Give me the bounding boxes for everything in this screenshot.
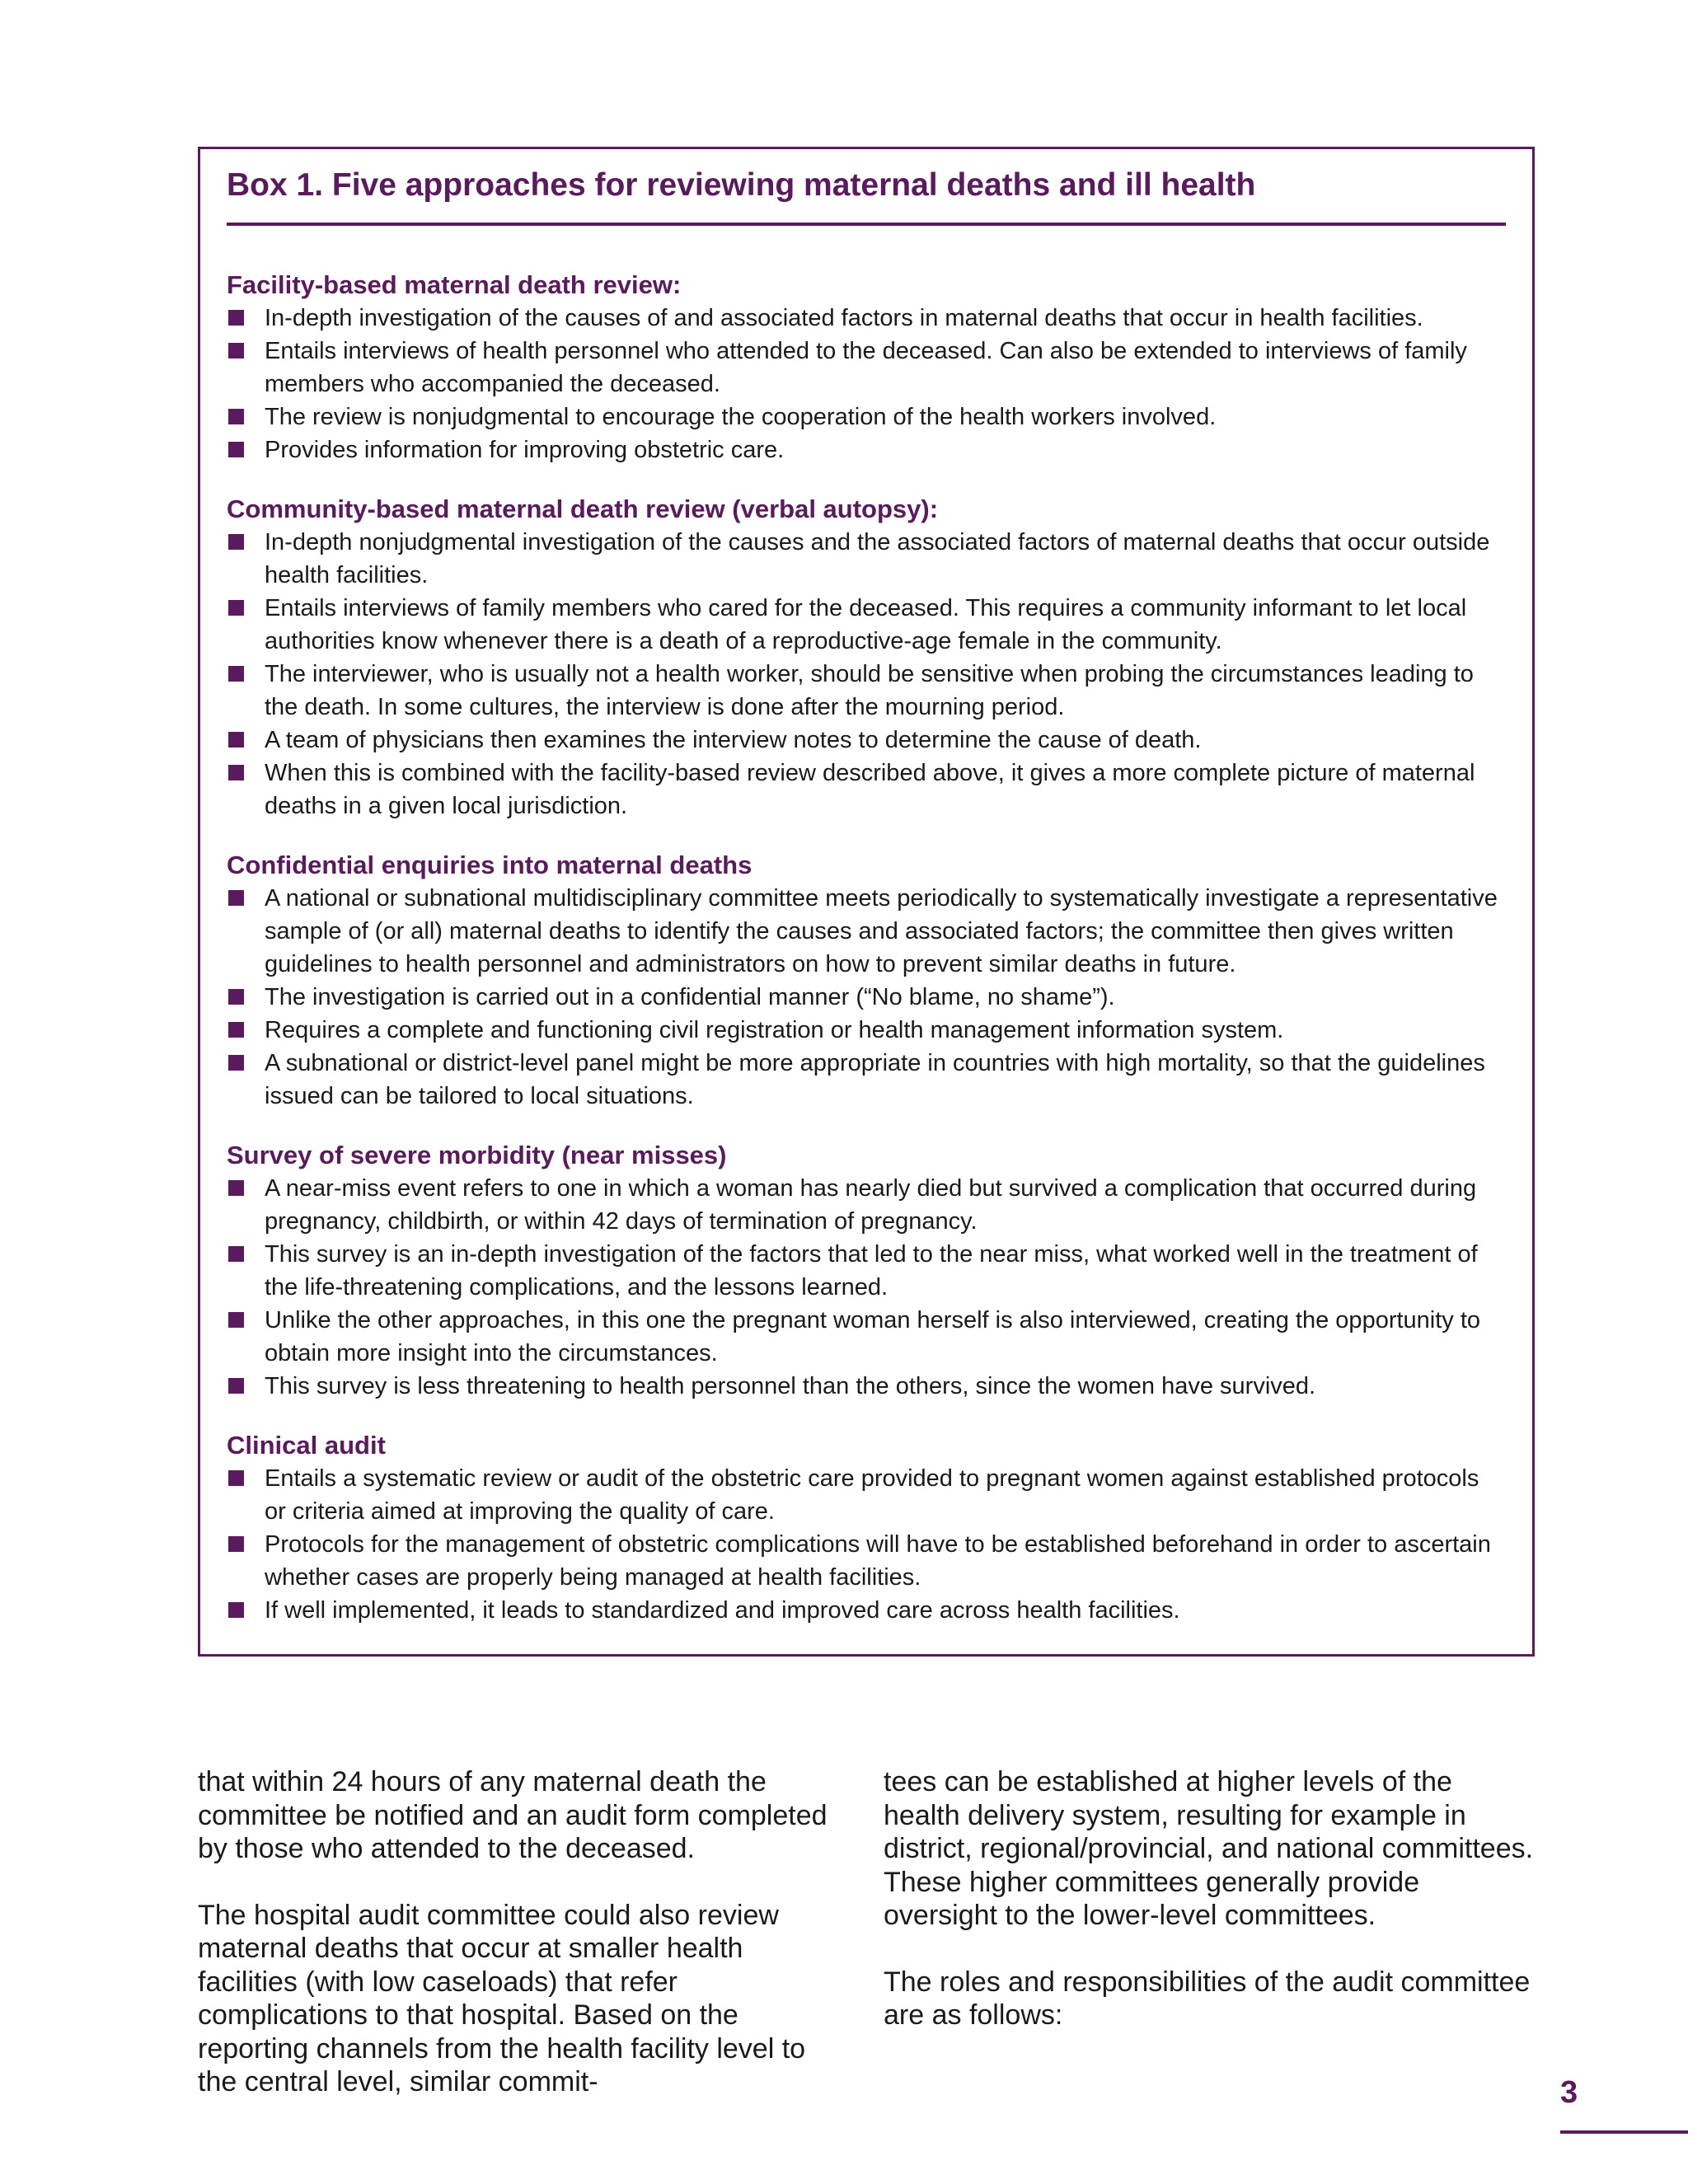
list-item: [227, 1594, 1506, 1627]
item-text: Entails a systematic review or audit of the obstetric care provided to pregnant women against established protocols or criteria aimed at improving the quality of care.: [265, 1465, 1479, 1525]
item-text: This survey is an in-depth investigation of the factors that led to the near miss, what worked well in the treatment of the life-threatening complications, and the lessons learned.: [265, 1240, 1478, 1301]
square-bullet-icon: [228, 409, 244, 424]
square-bullet-icon: [228, 1246, 244, 1262]
section-heading: Community-based maternal death review (verbal autopsy):: [227, 494, 939, 523]
item-text: In-depth investigation of the causes of and associated factors in maternal deaths that occur in health facilities.: [265, 304, 1423, 331]
item-text: The review is nonjudgmental to encourage the cooperation of the health workers involved.: [265, 403, 1217, 430]
square-bullet-icon: [228, 600, 244, 616]
paragraph: The hospital audit committee could also review maternal deaths that occur at smaller health facilities (with low caseloads) that refer complications to that hospital. Based on the reporting channels from the health facility level to the central level, similar commit-: [198, 1899, 806, 2097]
square-bullet-icon: [228, 343, 244, 359]
item-text: Unlike the other approaches, in this one the pregnant woman herself is also interviewed, creating the opportunity to obtain more insight into the circumstances.: [265, 1306, 1481, 1366]
bullet-list: [227, 302, 1506, 466]
item-text: The interviewer, who is usually not a health worker, should be sensitive when probing the circumstances leading to the death. In some cultures, the interview is done after the mourning period.: [265, 660, 1474, 720]
list-item: [227, 1304, 1506, 1370]
list-item: [227, 302, 1506, 335]
square-bullet-icon: [228, 732, 244, 748]
section-community-based-review: [227, 493, 1506, 823]
paragraph: tees can be established at higher levels of the health delivery system, resulting for example in district, regional/provincial, and national committees. These higher committees generally provide oversight to the lower-level committees.: [884, 1766, 1534, 1931]
list-item: [227, 526, 1506, 592]
square-bullet-icon: [228, 1470, 244, 1486]
list-item: [227, 1462, 1506, 1528]
list-item: [227, 1014, 1506, 1047]
section-heading: Facility-based maternal death review:: [227, 269, 682, 299]
list-item: [227, 1528, 1506, 1594]
square-bullet-icon: [228, 1536, 244, 1552]
item-text: When this is combined with the facility-based review described above, it gives a more complete picture of maternal deaths in a given local jurisdiction.: [265, 759, 1475, 819]
square-bullet-icon: [228, 1602, 244, 1618]
square-bullet-icon: [228, 1022, 244, 1038]
item-text: Entails interviews of health personnel who attended to the deceased. Can also be extended to interviews of family members who accompanied the deceased.: [265, 337, 1467, 397]
square-bullet-icon: [228, 765, 244, 780]
square-bullet-icon: [228, 1055, 244, 1071]
list-item: [227, 1370, 1506, 1403]
item-text: Requires a complete and functioning civil registration or health management information system.: [265, 1016, 1284, 1043]
square-bullet-icon: [228, 666, 244, 682]
square-bullet-icon: [228, 1378, 244, 1394]
section-near-miss-survey: [227, 1139, 1506, 1403]
item-text: The investigation is carried out in a confidential manner (“No blame, no shame”).: [265, 983, 1115, 1010]
item-text: A team of physicians then examines the interview notes to determine the cause of death.: [265, 726, 1202, 753]
section-heading: Confidential enquiries into maternal deaths: [227, 850, 753, 879]
item-text: A near-miss event refers to one in which a woman has nearly died but survived a complication that occurred during pregnancy, childbirth, or within 42 days of termination of pregnancy.: [265, 1174, 1477, 1235]
box-1: [198, 147, 1535, 1657]
square-bullet-icon: [228, 1180, 244, 1196]
square-bullet-icon: [228, 442, 244, 457]
bullet-list: [227, 1462, 1506, 1627]
item-text: Entails interviews of family members who cared for the deceased. This requires a community informant to let local authorities know whenever there is a death of a reproductive-age female in the community.: [265, 594, 1467, 654]
item-text: A subnational or district-level panel might be more appropriate in countries with high mortality, so that the guidelines issued can be tailored to local situations.: [265, 1049, 1485, 1109]
list-item: [227, 592, 1506, 658]
item-text: This survey is less threatening to health personnel than the others, since the women have survived.: [265, 1372, 1316, 1399]
square-bullet-icon: [228, 989, 244, 1005]
list-item: [227, 882, 1506, 981]
list-item: [227, 757, 1506, 823]
section-heading: Clinical audit: [227, 1430, 386, 1460]
list-item: [227, 335, 1506, 401]
left-column: [198, 1765, 849, 2132]
list-item: [227, 401, 1506, 434]
section-facility-based-review: [227, 269, 1506, 466]
square-bullet-icon: [228, 1312, 244, 1328]
paragraph: that within 24 hours of any maternal death the committee be notified and an audit form completed by those who attended to the deceased.: [198, 1766, 828, 1864]
section-clinical-audit: [227, 1429, 1506, 1627]
list-item: [227, 658, 1506, 724]
page-number-rule: [1560, 2130, 1688, 2134]
list-item: [227, 1172, 1506, 1238]
square-bullet-icon: [228, 890, 244, 906]
list-item: [227, 434, 1506, 466]
right-column: [884, 1765, 1535, 2132]
list-item: [227, 981, 1506, 1014]
paragraph: The roles and responsibilities of the audit committee are as follows:: [884, 1966, 1531, 2031]
body-columns: [198, 1765, 1535, 2132]
bullet-list: [227, 526, 1506, 823]
bullet-list: [227, 1172, 1506, 1403]
list-item: [227, 1047, 1506, 1113]
item-text: If well implemented, it leads to standardized and improved care across health facilities.: [265, 1596, 1180, 1624]
page-number: 3: [1560, 2075, 1578, 2110]
item-text: Provides information for improving obstetric care.: [265, 436, 785, 463]
square-bullet-icon: [228, 310, 244, 326]
item-text: A national or subnational multidisciplinary committee meets periodically to systematically investigate a representative sample of (or all) maternal deaths to identify the causes and associated factors; the committee then gives written guidelines to health personnel and administrators on how to prevent similar deaths in future.: [265, 884, 1498, 977]
box-title: Box 1. Five approaches for reviewing maternal deaths and ill health: [227, 167, 1506, 226]
square-bullet-icon: [228, 534, 244, 550]
item-text: In-depth nonjudgmental investigation of the causes and the associated factors of maternal deaths that occur outside health facilities.: [265, 528, 1490, 588]
item-text: Protocols for the management of obstetric complications will have to be established beforehand in order to ascertain whether cases are properly being managed at health facilities.: [265, 1530, 1491, 1591]
list-item: [227, 1238, 1506, 1304]
section-heading: Survey of severe morbidity (near misses): [227, 1140, 727, 1169]
list-item: [227, 724, 1506, 757]
section-confidential-enquiries: [227, 849, 1506, 1113]
bullet-list: [227, 882, 1506, 1113]
